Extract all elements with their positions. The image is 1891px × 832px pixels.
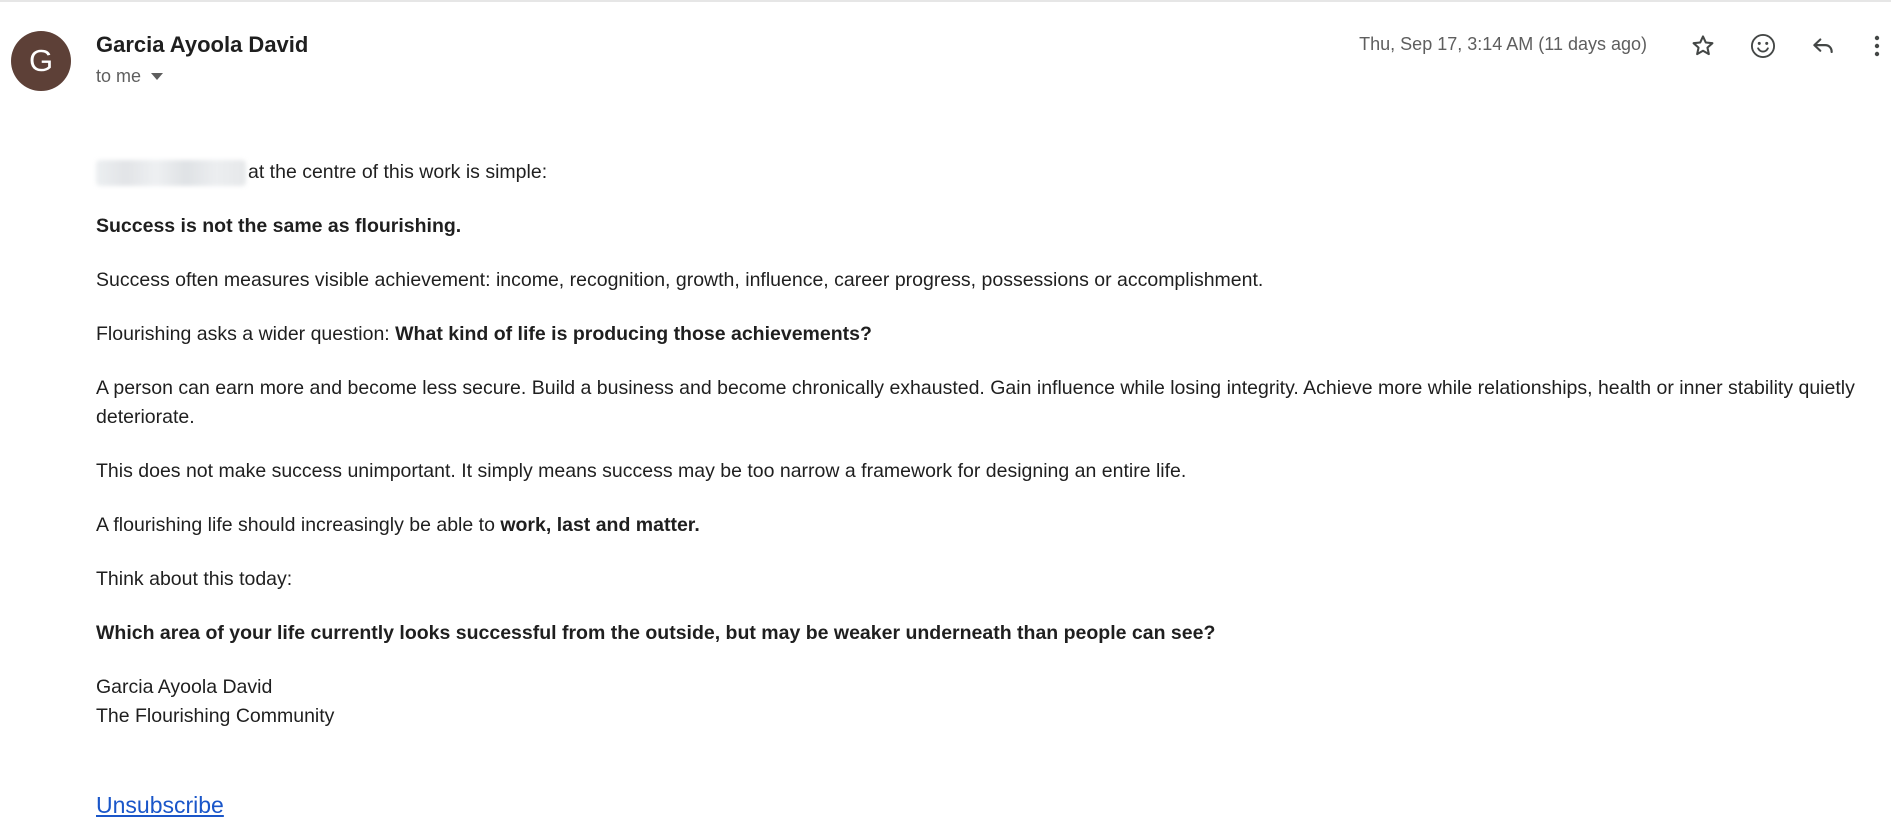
matter-paragraph bbox=[96, 511, 1876, 540]
more-vert-icon bbox=[1873, 34, 1881, 58]
chevron-down-icon[interactable] bbox=[151, 73, 163, 80]
signature-org: The Flourishing Community bbox=[96, 705, 335, 727]
email-timestamp: Thu, Sep 17, 3:14 AM (11 days ago) bbox=[1359, 34, 1647, 54]
person-paragraph: A person can earn more and become less secure. Build a business and become chronically exhausted. Gain influence while losing integrity. Achieve more while relationships, health or inner stability quietly deteriorate. bbox=[96, 377, 1855, 428]
success-paragraph: Success often measures visible achievement: income, recognition, growth, influence, career progress, possessions or accomplishment. bbox=[96, 269, 1264, 291]
sender-avatar[interactable]: G bbox=[11, 31, 71, 91]
add-reaction-button[interactable] bbox=[1743, 26, 1783, 66]
email-body bbox=[96, 158, 1876, 756]
star-button[interactable] bbox=[1683, 26, 1723, 66]
headline: Success is not the same as flourishing. bbox=[96, 215, 462, 237]
reply-button[interactable] bbox=[1803, 26, 1843, 66]
signature bbox=[96, 673, 1876, 731]
matter-emphasis: work, last and matter. bbox=[500, 514, 700, 536]
star-icon bbox=[1690, 33, 1716, 59]
reflection-question: Which area of your life currently looks successful from the outside, but may be weaker underneath than people can see? bbox=[96, 622, 1216, 644]
flourishing-lead: Flourishing asks a wider question: bbox=[96, 323, 396, 345]
message-actions bbox=[1683, 26, 1891, 66]
flourishing-paragraph bbox=[96, 320, 1876, 349]
recipient-label: to me bbox=[96, 66, 142, 86]
signature-name: Garcia Ayoola David bbox=[96, 676, 273, 698]
matter-lead: A flourishing life should increasingly be able to bbox=[96, 514, 501, 536]
recipient-line bbox=[96, 66, 163, 87]
redacted-text bbox=[96, 160, 246, 186]
think-paragraph: Think about this today: bbox=[96, 568, 293, 590]
flourishing-question: What kind of life is producing those achievements? bbox=[395, 323, 872, 345]
unimportant-paragraph: This does not make success unimportant. It simply means success may be too narrow a framework for designing an entire life. bbox=[96, 460, 1187, 482]
intro-paragraph bbox=[96, 158, 1876, 187]
emoji-icon bbox=[1749, 32, 1777, 60]
unsubscribe-link[interactable]: Unsubscribe bbox=[96, 792, 224, 818]
sender-name[interactable]: Garcia Ayoola David bbox=[96, 32, 309, 57]
intro-text: at the centre of this work is simple: bbox=[248, 161, 548, 183]
more-options-button[interactable] bbox=[1863, 26, 1891, 66]
top-divider bbox=[0, 0, 1891, 2]
reply-icon bbox=[1809, 33, 1837, 59]
